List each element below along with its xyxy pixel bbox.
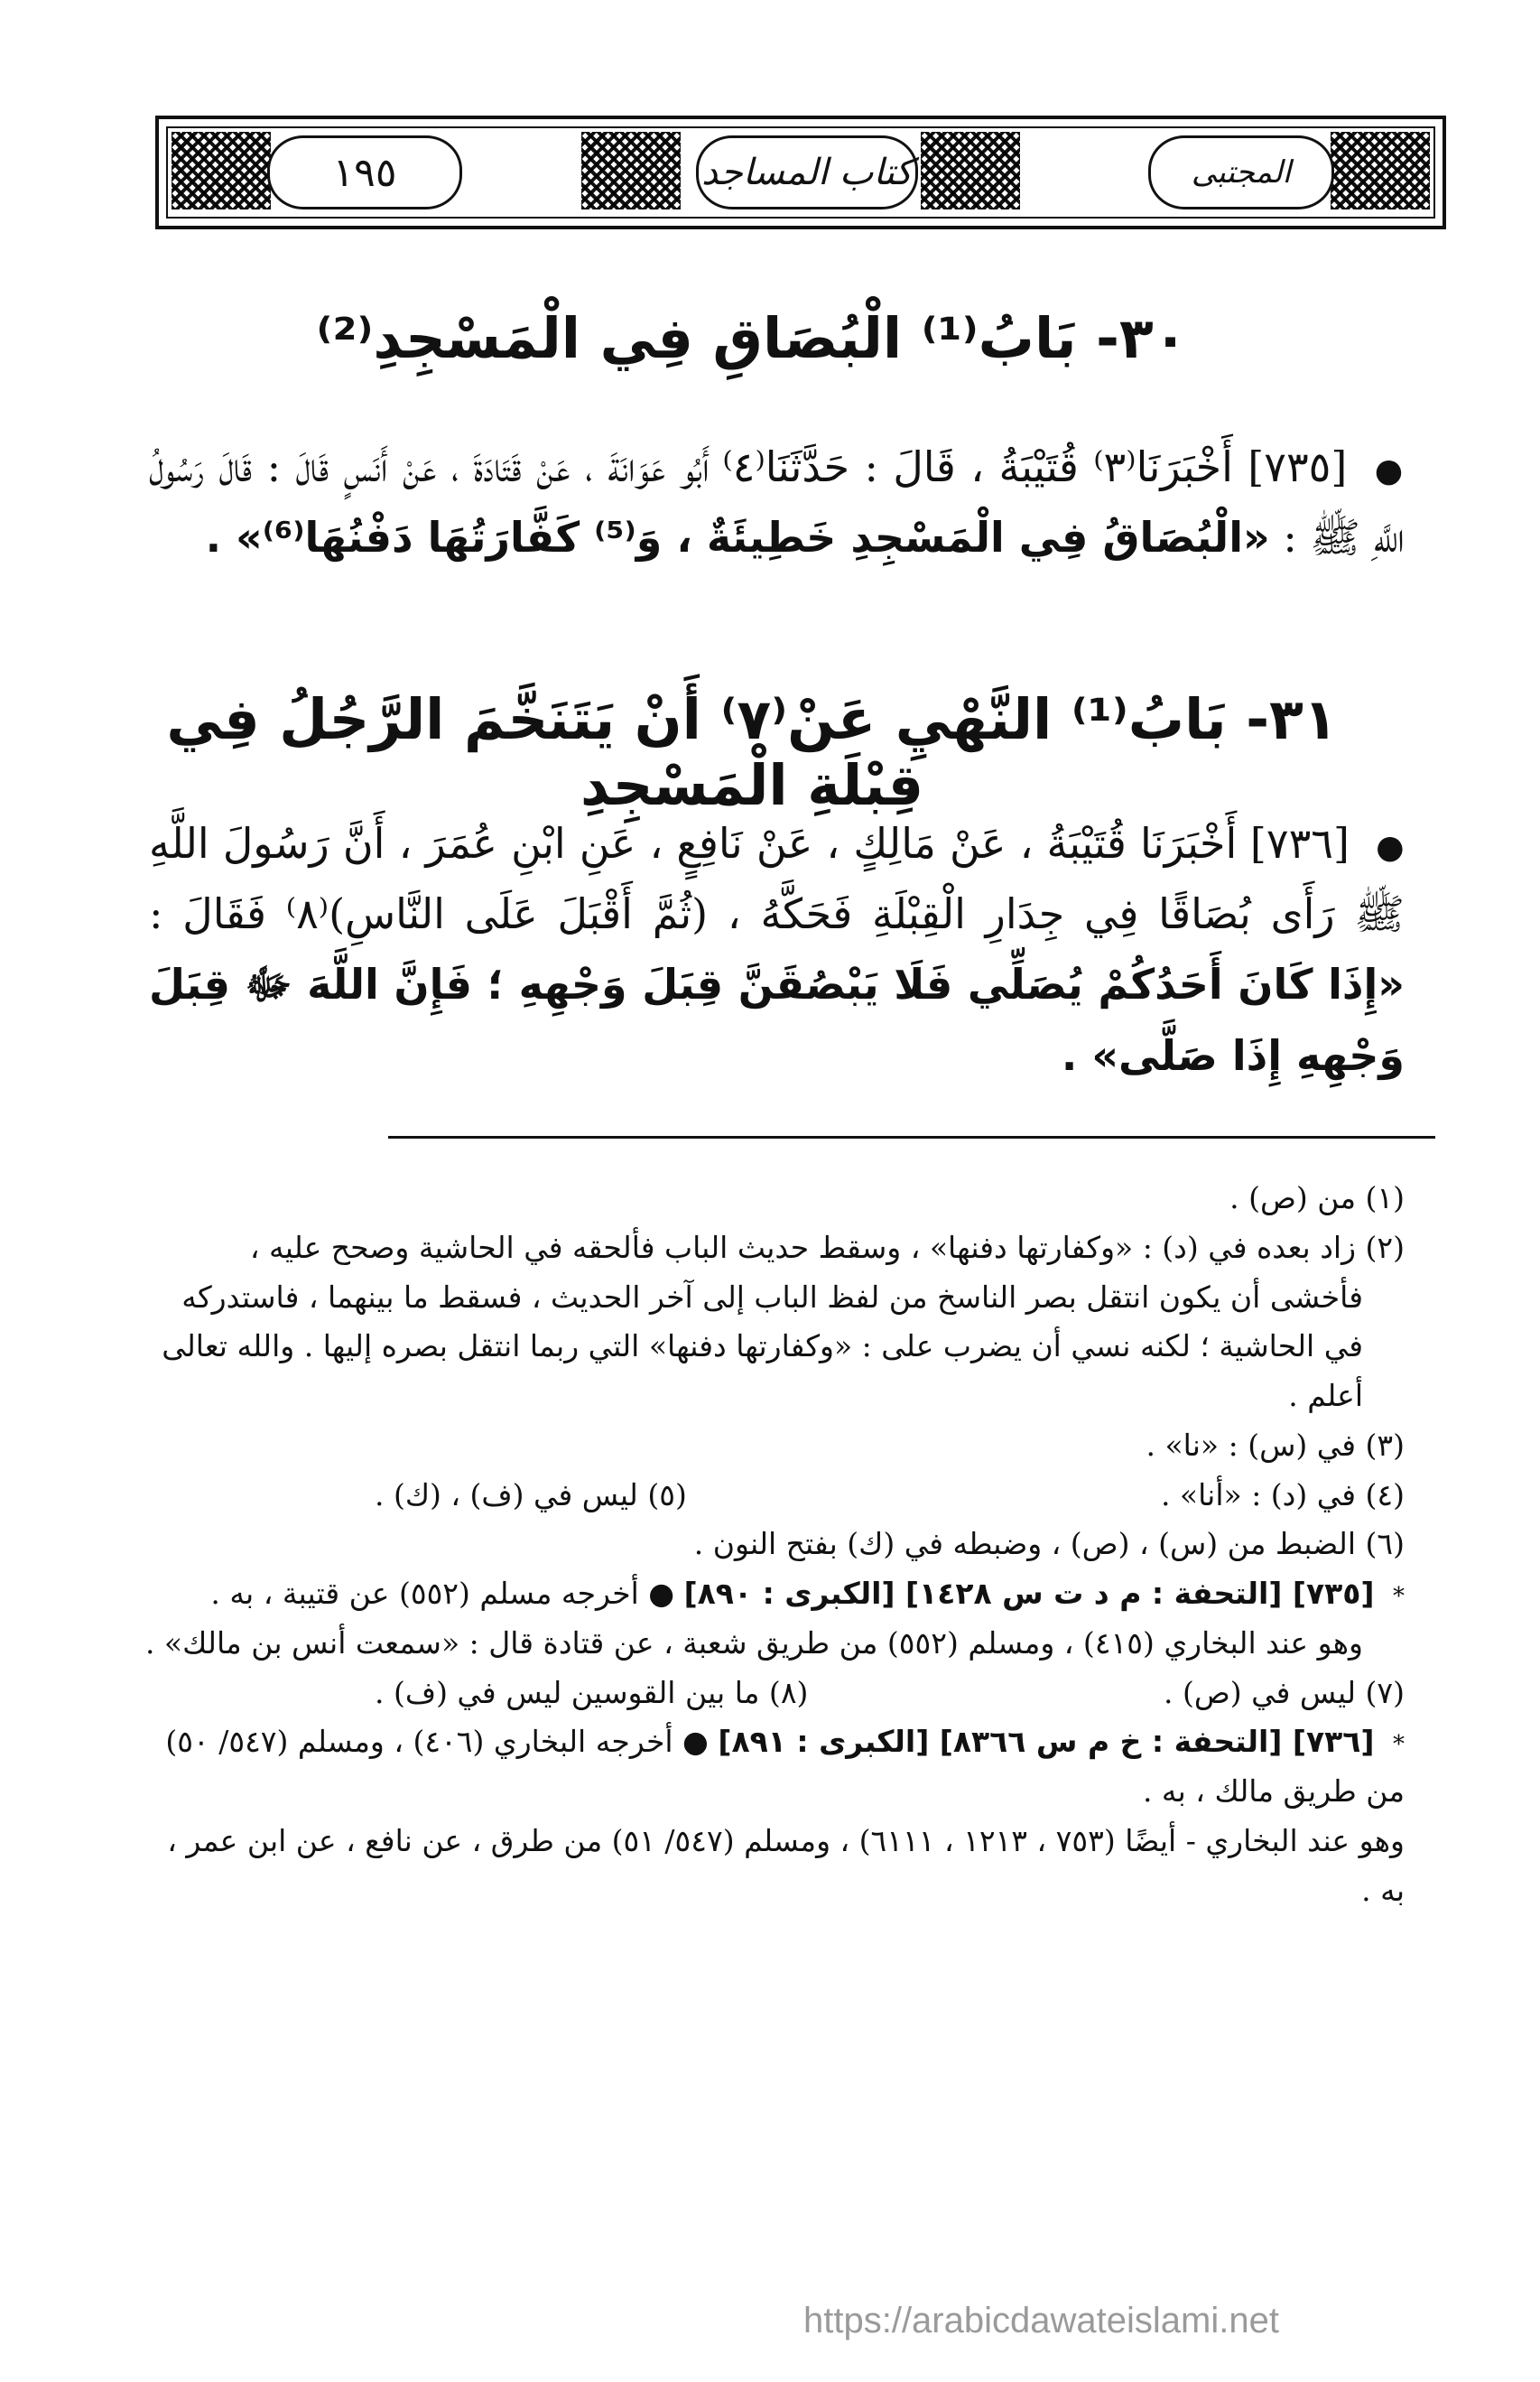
star-icon: * bbox=[1393, 1731, 1405, 1759]
footnote-2: (٢) زاد بعده في (د) : «وكفارتها دفنها» ، وسقط حديث الباب فألحقه في الحاشية وصحح عليه ، bbox=[249, 1229, 1405, 1265]
book-title: المجتبى bbox=[1148, 135, 1334, 209]
hadith-736-isnad: [٧٣٦] أَخْبَرَنَا قُتَيْبَةُ ، عَنْ مَالِكٍ ، عَنْ نَافِعٍ ، عَنِ ابْنِ عُمَرَ ، أَنَّ رَسُولَ اللَّهِ ﷺ رَأَى بُصَاقًا فِي جِدَارِ الْقِبْلَةِ فَحَكَّهُ ، (ثُمَّ أَقْبَلَ عَلَى النَّاسِ)⁽٨⁾ فَقَالَ : bbox=[149, 819, 1405, 939]
takhrij-735-ref: [٧٣٥] [التحفة : م د ت س ١٤٢٨] [الكبرى : ٨٩٠] bbox=[683, 1576, 1375, 1612]
chapter-title: كتاب المساجد bbox=[696, 135, 918, 209]
hadith-735-matn: «الْبُصَاقُ فِي الْمَسْجِدِ خَطِيئَةٌ ، وَ⁽⁵⁾ كَفَّارَتُهَا دَفْنُهَا⁽⁶⁾» . bbox=[205, 513, 1270, 563]
watermark-url: https://arabicdawateislami.net bbox=[803, 2301, 1279, 2340]
ornament-right-inner bbox=[921, 132, 1020, 209]
ornament-left-outer bbox=[172, 132, 271, 209]
takhrij-736-text: ● أخرجه البخاري (٤٠٦) ، ومسلم (٥٤٧/ ٥٠) من طريق مالك ، به . bbox=[165, 1724, 1405, 1810]
bullet-icon: ● bbox=[1376, 829, 1405, 866]
footnote-1: (١) من (ص) . bbox=[1229, 1180, 1405, 1215]
hadith-736 bbox=[149, 808, 1405, 1091]
section-heading-30: ٣٠- بَابُ⁽¹⁾ الْبُصَاقِ فِي الْمَسْجِدِ⁽²⁾ bbox=[316, 305, 1188, 371]
footnote-4: (٤) في (د) : «أنا» . bbox=[1160, 1476, 1405, 1512]
footnote-8: (٨) ما بين القوسين ليس في (ف) . bbox=[375, 1674, 809, 1710]
takhrij-736 bbox=[140, 1717, 1405, 1817]
footnote-5: (٥) ليس في (ف) ، (ك) . bbox=[375, 1476, 687, 1512]
takhrij-735-more: وهو عند البخاري (٤١٥) ، ومسلم (٥٥٢) من طريق شعبة ، عن قتادة قال : «سمعت أنس بن مالك» . bbox=[144, 1624, 1363, 1661]
bullet-icon: ● bbox=[1374, 452, 1405, 489]
footnote-2-continued: فأخشى أن يكون انتقل بصر الناسخ من لفظ الباب إلى آخر الحديث ، فسقط ما بينهما ، فاستدركه في الحاشية ؛ لكنه نسي أن يضرب على : «وكفارتها دفنها» التي ربما انتقل بصره إليها . والله تعالى أعلم . bbox=[162, 1279, 1363, 1414]
takhrij-736-ref: [٧٣٦] [التحفة : خ م س ٨٣٦٦] [الكبرى : ٨٩١] bbox=[718, 1724, 1375, 1760]
page-number: ١٩٥ bbox=[267, 135, 462, 209]
section-heading-31: ٣١- بَابُ⁽¹⁾ النَّهْيِ عَنْ⁽٧⁾ أَنْ يَتَنَخَّمَ الرَّجُلُ فِي قِبْلَةِ الْمَسْجِدِ bbox=[166, 686, 1338, 818]
star-icon: * bbox=[1393, 1583, 1405, 1611]
footnote-divider bbox=[388, 1136, 1435, 1139]
footnotes bbox=[140, 1174, 1405, 1915]
takhrij-735-text: ● أخرجه مسلم (٥٥٢) عن قتيبة ، به . bbox=[210, 1576, 675, 1612]
footnote-row-7-8 bbox=[140, 1669, 1405, 1718]
ornament-right-outer bbox=[1331, 132, 1430, 209]
ornament-left-inner bbox=[581, 132, 681, 209]
takhrij-736-more: وهو عند البخاري - أيضًا (٧٥٣ ، ١٢١٣ ، ٦١١١) ، ومسلم (٥٤٧/ ٥١) من طرق ، عن نافع ، عن ابن عمر ، به . bbox=[167, 1822, 1405, 1908]
footnote-row-4-5 bbox=[140, 1471, 1405, 1521]
takhrij-735 bbox=[140, 1569, 1405, 1619]
hadith-736-matn: «إِذَا كَانَ أَحَدُكُمْ يُصَلِّي فَلَا يَبْصُقَنَّ قِبَلَ وَجْهِهِ ؛ فَإِنَّ اللَّهَ ﷻ قِبَلَ وَجْهِهِ إِذَا صَلَّى» . bbox=[149, 960, 1405, 1080]
footnote-6: (٦) الضبط من (س) ، (ص) ، وضبطه في (ك) بفتح النون . bbox=[693, 1526, 1405, 1562]
footnote-7: (٧) ليس في (ص) . bbox=[1164, 1674, 1405, 1710]
hadith-735-isnad: [٧٣٥] أَخْبَرَنَا⁽٣⁾ قُتَيْبَةُ ، قَالَ : حَدَّثَنَا⁽٤⁾ أَبُو عَوَانَةَ ، عَنْ قَتَادَةَ ، عَنْ أَنَسٍ قَالَ : قَالَ رَسُولُ اللَّهِ ﷺ : bbox=[149, 442, 1405, 563]
hadith-735 bbox=[149, 432, 1405, 572]
page-header-frame bbox=[155, 116, 1446, 229]
footnote-3: (٣) في (س) : «نا» . bbox=[1146, 1427, 1405, 1463]
